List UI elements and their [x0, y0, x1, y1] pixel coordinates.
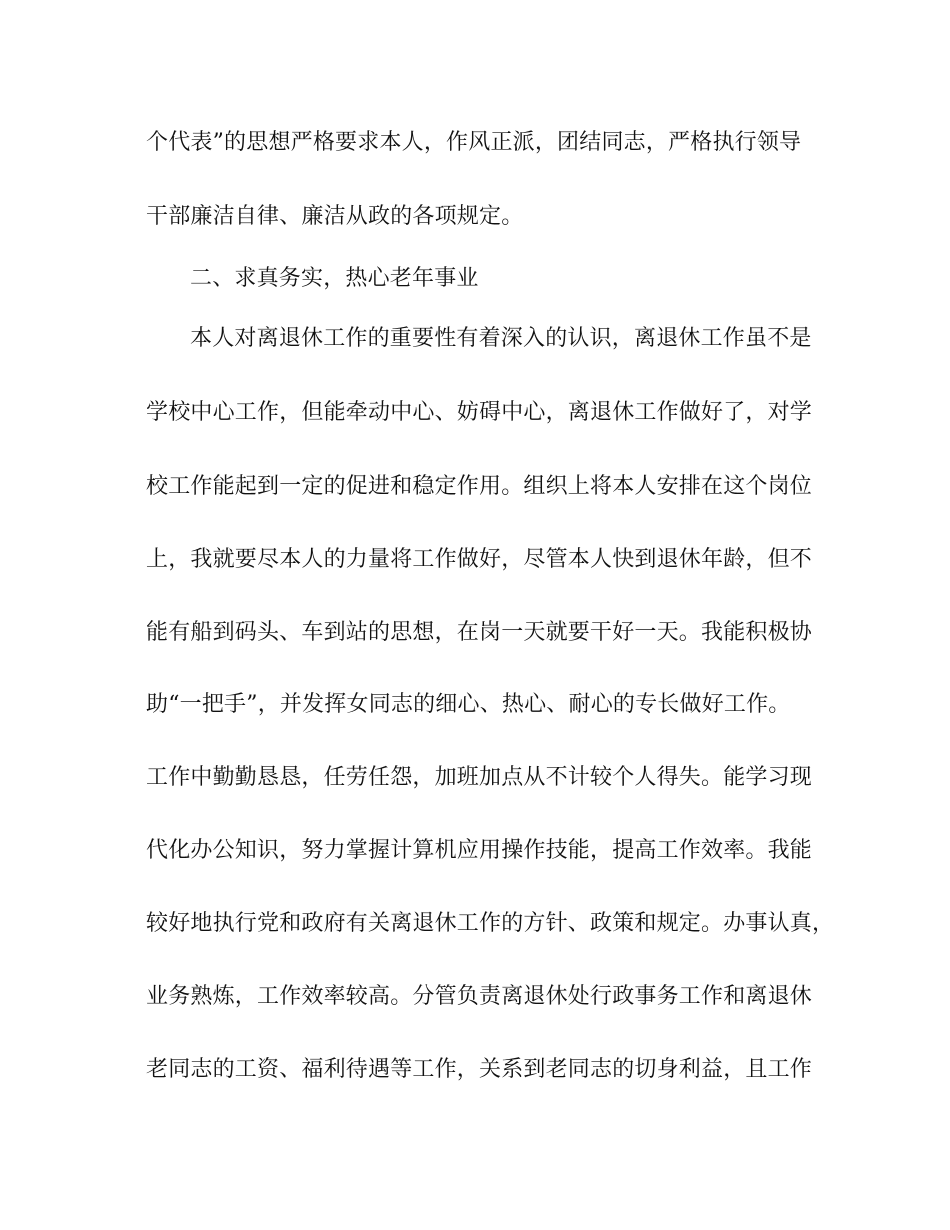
paragraph-line: 能有船到码头、车到站的思想，在岗一天就要干好一天。我能积极协 [146, 620, 813, 645]
paragraph-line: 上，我就要尽本人的力量将工作做好，尽管本人快到退休年龄，但不 [146, 547, 813, 572]
paragraph-line: 老同志的工资、福利待遇等工作，关系到老同志的切身利益，且工作 [146, 1057, 813, 1082]
paragraph-line: 助“一把手”，并发挥女同志的细心、热心、耐心的专长做好工作。 [146, 692, 791, 717]
paragraph-line: 工作中勤勤恳恳，任劳任怨，加班加点从不计较个人得失。能学习现 [146, 765, 813, 790]
paragraph-line: 学校中心工作，但能牵动中心、妨碍中心，离退休工作做好了，对学 [146, 400, 813, 425]
paragraph-line: 较好地执行党和政府有关离退休工作的方针、政策和规定。办事认真， [146, 911, 835, 936]
paragraph-line: 代化办公知识，努力掌握计算机应用操作技能，提高工作效率。我能 [146, 838, 813, 863]
paragraph-line: 本人对离退休工作的重要性有着深入的认识，离退休工作虽不是 [190, 326, 812, 351]
paragraph-line: 干部廉洁自律、廉洁从政的各项规定。 [146, 204, 524, 229]
section-heading: 二、求真务实，热心老年事业 [190, 266, 479, 291]
paragraph-line: 校工作能起到一定的促进和稳定作用。组织上将本人安排在这个岗位 [146, 474, 813, 499]
paragraph-line: 业务熟炼，工作效率较高。分管负责离退休处行政事务工作和离退休 [146, 984, 813, 1009]
paragraph-line: 个代表”的思想严格要求本人，作风正派，团结同志，严格执行领导 [146, 130, 802, 155]
